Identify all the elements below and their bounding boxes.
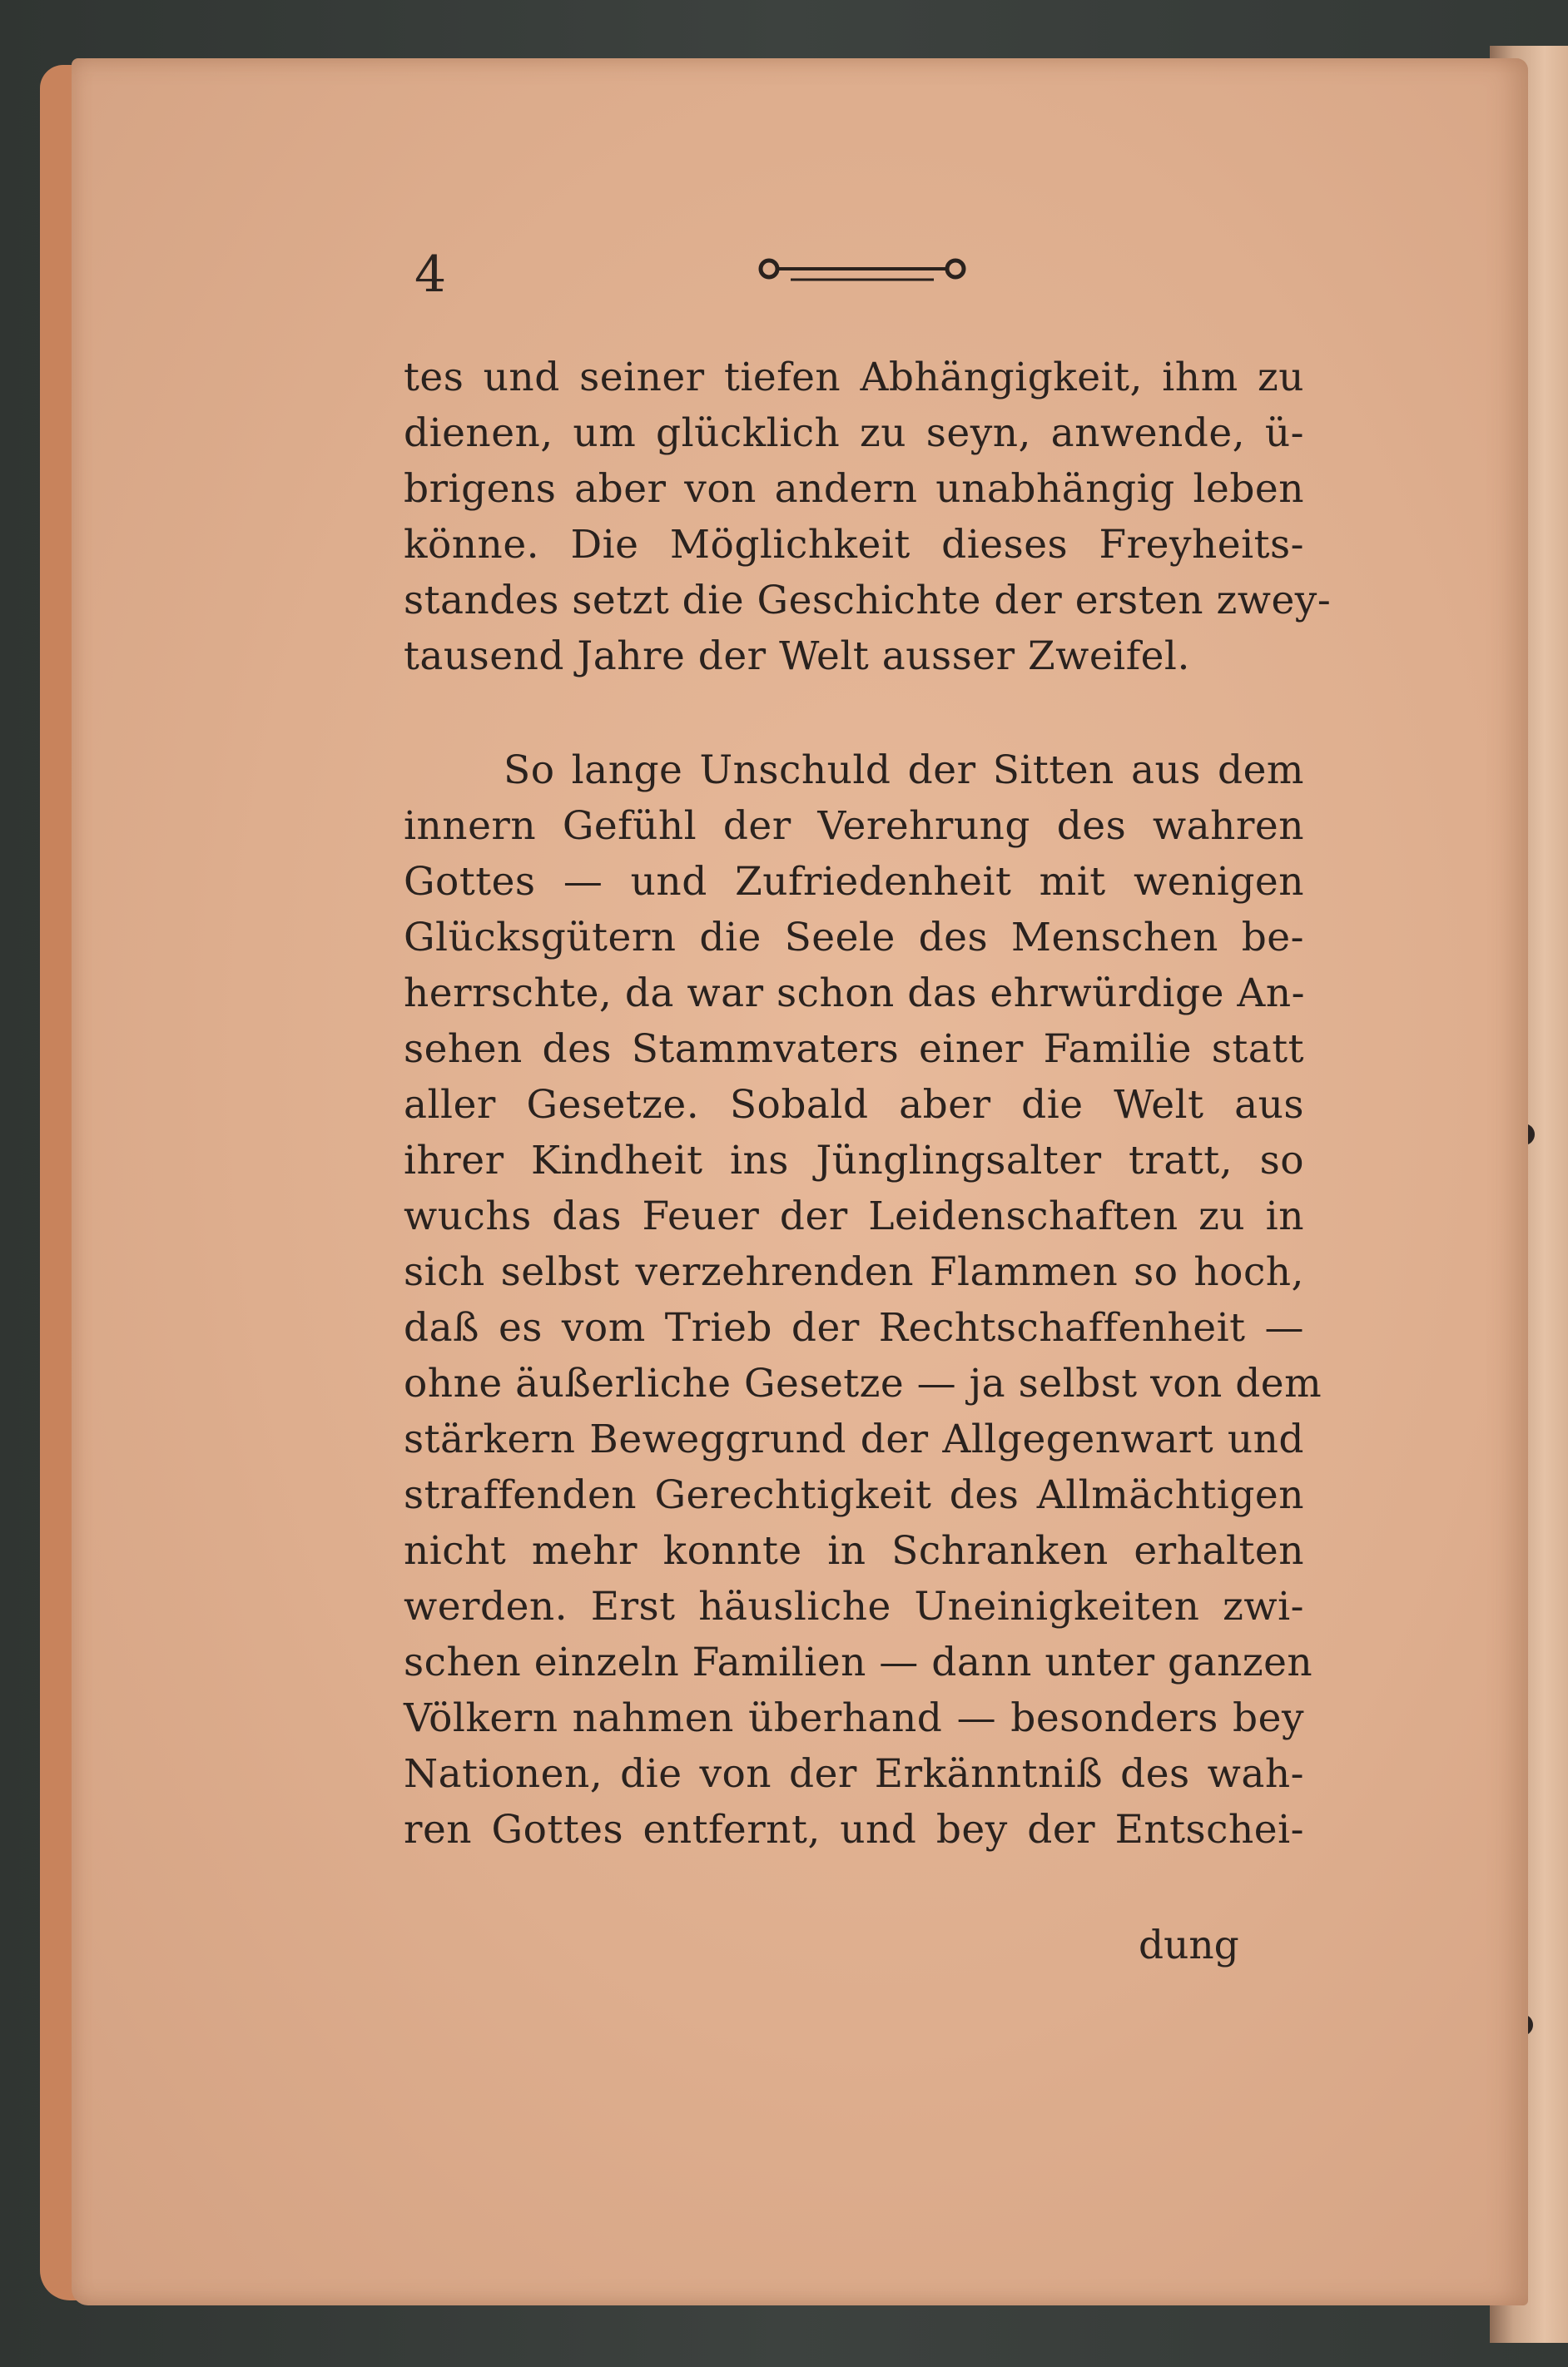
text-line: So lange Unschuld der Sitten aus dem (504, 747, 1304, 793)
text-line: ren Gottes entfernt, und bey der Entschei- (404, 1807, 1304, 1853)
text-line: Völkern nahmen überhand — besonders bey (404, 1695, 1304, 1741)
text-line: werden. Erst häusliche Uneinigkeiten zwi- (404, 1584, 1304, 1630)
text-line: Gottes — und Zufriedenheit mit wenigen (404, 859, 1304, 905)
paragraph-1 (404, 350, 1332, 684)
text-line: Glücksgütern die Seele des Menschen be- (404, 915, 1304, 960)
paragraph-2 (404, 742, 1322, 1858)
ornament-rule-icon (757, 250, 967, 288)
paragraph-gap (404, 684, 1304, 742)
text-line: nicht mehr konnte in Schranken erhalten (404, 1528, 1304, 1574)
text-line: standes setzt die Geschichte der ersten zwey- (404, 578, 1332, 623)
text-line: daß es vom Trieb der Rechtschaffenheit — (404, 1305, 1304, 1351)
text-line: sehen des Stammvaters einer Familie statt (404, 1026, 1304, 1072)
text-line: innern Gefühl der Verehrung des wahren (404, 803, 1304, 849)
catchword: dung (1139, 1923, 1239, 1968)
text-line: aller Gesetze. Sobald aber die Welt aus (404, 1082, 1304, 1128)
body-text (404, 350, 1332, 1858)
text-line: ihrer Kindheit ins Jünglingsalter tratt, so (404, 1138, 1304, 1184)
text-line: stärkern Beweggrund der Allgegenwart und (404, 1417, 1304, 1462)
text-line: brigens aber von andern unabhängig leben (404, 466, 1304, 512)
text-line: sich selbst verzehrenden Flammen so hoch, (404, 1249, 1304, 1295)
text-line: ohne äußerliche Gesetze — ja selbst von dem (404, 1361, 1322, 1407)
text-line: tes und seiner tiefen Abhängigkeit, ihm zu (404, 355, 1304, 400)
text-line: schen einzeln Familien — dann unter ganzen (404, 1640, 1313, 1685)
text-line: könne. Die Möglichkeit dieses Freyheits- (404, 522, 1304, 568)
text-line: dienen, um glücklich zu seyn, anwende, ü- (404, 410, 1304, 456)
text-line: straffenden Gerechtigkeit des Allmächtigen (404, 1472, 1304, 1518)
text-line: herrschte, da war schon das ehrwürdige An- (404, 970, 1305, 1016)
text-line: tausend Jahre der Welt ausser Zweifel. (404, 633, 1190, 679)
page-number: 4 (414, 246, 447, 304)
text-line: wuchs das Feuer der Leidenschaften zu in (404, 1193, 1304, 1239)
text-line: Nationen, die von der Erkänntniß des wah- (404, 1751, 1304, 1797)
